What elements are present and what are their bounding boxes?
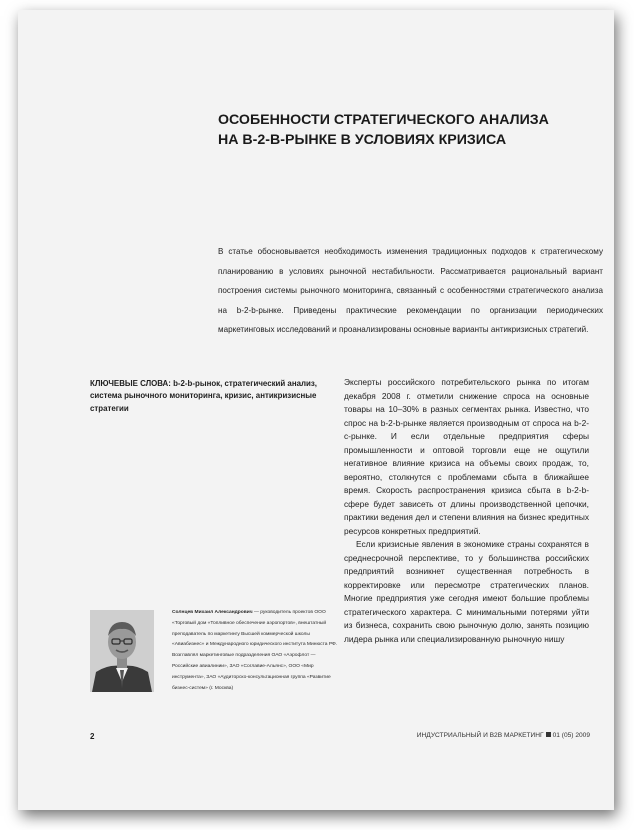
article-abstract: В статье обосновывается необходимость изменения традиционных подходов к стратегическому планированию в условиях рыночной нестабильности. Рассматривается рациональный вариант построения системы рыночного мониторинга, связанный с особенностями стратегического анализа на b-2-b-рынке. Приведены практические рекомендации по организации периодических маркетинговых исследований и проанализированы основные варианты антикризисных стратегий. [218,247,603,335]
body-paragraph-1: Эксперты российского потребительского рынка по итогам декабря 2008 г. отметили снижение спроса на основные товары на 10–30% в разных сегментах рынка. Известно, что спрос на b-2-b-рынке является производным от спроса на b-2-c-рынке. И если отдельные предприятия сферы промышленности и оптовой торговли еще не ощутили негативное влияние кризиса на объемы своих продаж, то, вероятно, столкнутся с проблемами сбыта в ближайшее время. Скорость распространения кризиса сбыта в b-2-b-сфере будет зависеть от длины производственной цепочки, практики ведения дел и степени влияния на бизнес кредитных ресурсов конкретных предприятий. [344,377,589,536]
square-bullet-icon [546,732,551,737]
keywords-label: КЛЮЧЕВЫЕ СЛОВА: [90,379,171,388]
author-photo [90,610,154,692]
title-line-2: НА B-2-B-РЫНКЕ В УСЛОВИЯХ КРИЗИСА [218,132,507,148]
journal-footer [417,732,590,739]
author-description: — руководитель проектов ООО «Торговый дом «Топливное обеспечение аэропортов», внештатный преподаватель по маркетингу Высшей коммерческой школы «Авиабизнес» и Международного юридического института Минюста РФ. Возглавлял маркетинговые подразделения ОАО «Аэрофлот — Российские авиалинии», ЗАО «Соглавие-Альянс», ООО «Мир инструмента», ЗАО «Аудиторско-консультационная группа «Развитие бизнес-систем» (г. Москва) [172,610,338,691]
page-number: 2 [90,732,95,741]
body-paragraph-2: Если кризисные явления в экономике страны сохранятся в среднесрочной перспективе, то у большинства российских предприятий возникнет существенная потребность в корректировке или пересмотре стратегических планов. Многие предприятия уже сегодня имеют большие проблемы стратегического характера. С минимальными потерями уйти из бизнеса, сохранить свою рыночную долю, занять позицию лидера рынка или специализированную рыночную нишу [344,539,589,644]
issue-number: 01 (05) 2009 [552,732,590,739]
journal-page [18,10,614,810]
keywords-text: b-2-b-рынок, стратегический анализ, система рыночного мониторинга, кризис, антикризисные стратегии [90,379,317,413]
keywords-block [90,378,338,415]
article-body [344,376,589,646]
author-bio [172,608,340,694]
article-title [218,110,598,150]
journal-name: ИНДУСТРИАЛЬНЫЙ И B2B МАРКЕТИНГ [416,732,544,739]
portrait-photo-icon [90,610,154,692]
title-line-1: ОСОБЕННОСТИ СТРАТЕГИЧЕСКОГО АНАЛИЗА [218,112,549,128]
author-name: Солнцев Михаил Александрович [172,610,253,615]
